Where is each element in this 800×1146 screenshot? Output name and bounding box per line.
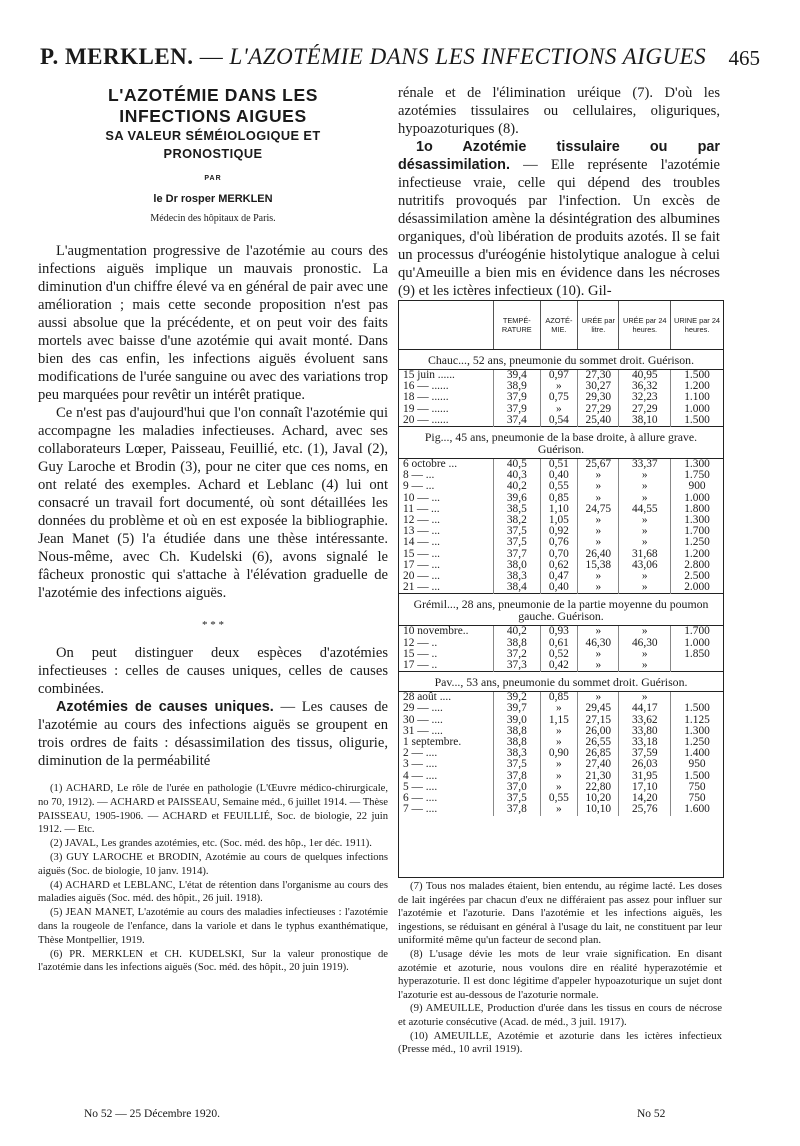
- column-header: URINE par 24 heures.: [671, 301, 723, 350]
- table-cell: 44,17: [619, 703, 671, 714]
- table-row: [399, 582, 723, 594]
- table-cell: 1.000: [671, 493, 723, 504]
- table-cell: »: [578, 470, 619, 481]
- patient-caption: Pig..., 45 ans, pneumonie de la base droite, à allure grave. Guérison.: [399, 427, 723, 459]
- table-cell: 0,42: [540, 660, 578, 672]
- table-cell: 26,40: [578, 549, 619, 560]
- table-cell: 15 — ..: [403, 647, 438, 660]
- header-dash: —: [199, 44, 224, 69]
- table-cell: 37,9: [494, 404, 541, 415]
- table-cell: 1.500: [671, 771, 723, 782]
- footnote: (7) Tous nos malades étaient, bien entendu, au régime lacté. Les doses de lait ingérées par chacun d'eux ne différaient pas assez pour influer sur l'azotémie et l'azoturie. Dans l'azotémie et les infections aiguës, les ingestions, se réduisant en général à l'usage du lait, ne constituent par leur uniformité même qu'un facteur de second plan.: [398, 880, 722, 947]
- table-cell: 11 — ...: [403, 502, 440, 515]
- table-cell: 20 — ......: [403, 413, 449, 426]
- table-cell: 25,67: [578, 459, 619, 471]
- table-cell: 37,4: [494, 415, 541, 427]
- section-text: — Elle représente l'azotémie infectieuse vraie, celle qui dépend des troubles nutritifs provoqués par l'infection. Un excès de désassimilation amène la désintégration des albumines organiques, d'où libération de produits azotés. Il se fait un processus d'uréogénie histolytique analogue à celui qu'Ameuille a bien mis en évidence dans les nécroses (9) et les ictères infectieux (10). Gil-: [398, 157, 720, 299]
- table-cell: 15 — ...: [403, 547, 441, 560]
- table-cell: 1.850: [671, 649, 723, 660]
- table-cell: 37,7: [494, 549, 541, 560]
- article-author: le Dr rosper MERKLEN: [153, 193, 273, 205]
- footnote: (3) GUY LAROCHE et BRODIN, Azotémie au cours de quelques infections aiguës (Soc. de biologie, 10 janv. 1914).: [38, 851, 388, 877]
- table-cell: 46,30: [578, 638, 619, 649]
- table-cell: 38,5: [494, 504, 541, 515]
- article-subtitle-line-2: PRONOSTIQUE: [163, 146, 263, 161]
- folio-right: No 52: [637, 1108, 666, 1120]
- table-cell: 1.000: [671, 638, 723, 649]
- table-body: [399, 350, 723, 816]
- table-row: [399, 759, 723, 770]
- table-cell: 39,4: [494, 370, 541, 382]
- table-cell: »: [540, 726, 578, 737]
- table-header-row: [399, 301, 723, 350]
- table-cell: 37,8: [494, 771, 541, 782]
- table-row: [399, 660, 723, 672]
- table-cell: 4 — ....: [403, 769, 438, 782]
- table-cell: 40,2: [494, 626, 541, 638]
- table-cell: 0,75: [540, 392, 578, 403]
- table-cell: 10,20: [578, 793, 619, 804]
- author-affiliation: Médecin des hôpitaux de Paris.: [150, 213, 276, 224]
- table-cell: 30 — ....: [403, 713, 443, 726]
- table-cell: 19 — ......: [403, 402, 449, 415]
- table-cell: 7 — ....: [403, 803, 438, 816]
- table-cell: 39,2: [494, 692, 541, 704]
- table-cell: 36,32: [619, 381, 671, 392]
- table-cell: 27,40: [578, 759, 619, 770]
- section-text: — Les causes de l'azotémie au cours des infections aiguës se groupent en trois ordres de faits : désassimilation des tissus, oligurie, diminution de la perméabilité: [38, 699, 388, 769]
- table-cell: 10 — ...: [403, 491, 441, 504]
- table-cell: »: [619, 660, 671, 672]
- table-cell: 38,8: [494, 638, 541, 649]
- table-cell: 1.300: [671, 726, 723, 737]
- data-table: [398, 300, 724, 878]
- table-cell: 1.400: [671, 748, 723, 759]
- table-cell: 3 — ....: [403, 758, 438, 771]
- table-cell: 1.250: [671, 737, 723, 748]
- table-cell: 0,55: [540, 793, 578, 804]
- table-cell: 38,8: [494, 737, 541, 748]
- table-cell: 21 — ...: [403, 581, 441, 594]
- table-cell: 950: [671, 759, 723, 770]
- table-cell: »: [578, 515, 619, 526]
- table-cell: »: [540, 737, 578, 748]
- table-cell: 1.300: [671, 515, 723, 526]
- table-cell: »: [540, 381, 578, 392]
- table-cell: 39,6: [494, 493, 541, 504]
- table-cell: 20 — ...: [403, 570, 441, 583]
- paragraph: rénale et de l'élimination uréique (7). D'où les azotémies tissulaires ou cellulaires, oliguriques, hypoazoturiques (8).: [398, 85, 720, 137]
- table-cell: 12 — ...: [403, 514, 441, 527]
- footnote: (6) PR. MERKLEN et CH. KUDELSKI, Sur la valeur pronostique de l'azotémie dans les infections aiguës (Soc. méd. des hôpit., 20 juin 1919).: [38, 948, 388, 974]
- table-cell: 1.500: [671, 370, 723, 382]
- page-number: 465: [728, 46, 760, 70]
- table-cell: 33,80: [619, 726, 671, 737]
- patient-caption: Pav..., 53 ans, pneumonie du sommet droit. Guérison.: [399, 672, 723, 692]
- table-cell: »: [540, 804, 578, 815]
- table-cell: »: [578, 493, 619, 504]
- table-cell: 17,10: [619, 782, 671, 793]
- table-cell: 1.500: [671, 415, 723, 427]
- table-cell: 0,85: [540, 493, 578, 504]
- table-cell: »: [619, 626, 671, 638]
- table-cell: 1.500: [671, 703, 723, 714]
- table-cell: 40,2: [494, 481, 541, 492]
- table-cell: 0,51: [540, 459, 578, 471]
- table-cell: 21,30: [578, 771, 619, 782]
- article-title-line-1: L'AZOTÉMIE DANS LES: [107, 85, 318, 105]
- table-cell: 38,3: [494, 748, 541, 759]
- table-cell: »: [578, 481, 619, 492]
- table-cell: 40,3: [494, 470, 541, 481]
- table-cell: 1.700: [671, 626, 723, 638]
- table-cell: 1,05: [540, 515, 578, 526]
- table-cell: 17 — ...: [403, 558, 441, 571]
- table-cell: »: [619, 649, 671, 660]
- table-cell: »: [619, 537, 671, 548]
- table-cell: »: [619, 481, 671, 492]
- table-cell: 5 — ....: [403, 780, 438, 793]
- footnote: (5) JEAN MANET, L'azotémie au cours des maladies infectieuses : l'azotémie dans la rougeole de l'enfance, dans la variole et dans le typhus exanthématique, Thèse Montpellier, 1919.: [38, 907, 388, 946]
- table-cell: 1.200: [671, 549, 723, 560]
- footnote: (10) AMEUILLE, Azotémie et azoturie dans les ictères infectieux (Presse méd., 10 avril 1919).: [398, 1029, 722, 1056]
- table-cell: 14 — ...: [403, 536, 441, 549]
- table-cell: 39,7: [494, 703, 541, 714]
- table-cell: 26,85: [578, 748, 619, 759]
- table-cell: 1,15: [540, 715, 578, 726]
- table-cell: 38,3: [494, 571, 541, 582]
- table-cell: 2 — ....: [403, 747, 438, 760]
- table-cell: 27,15: [578, 715, 619, 726]
- table-cell: 38,2: [494, 515, 541, 526]
- table-cell: 6 octobre ...: [403, 458, 458, 471]
- table-cell: 44,55: [619, 504, 671, 515]
- table-cell: 2.800: [671, 560, 723, 571]
- table-cell: 24,75: [578, 504, 619, 515]
- table-cell: 9 — ...: [403, 480, 435, 493]
- byline-par: PAR: [204, 175, 222, 182]
- table-cell: 14,20: [619, 793, 671, 804]
- column-header: [399, 301, 494, 350]
- table-cell: 37,0: [494, 782, 541, 793]
- table-row: [399, 481, 723, 492]
- column-header: AZOTÉ-MIE.: [540, 301, 578, 350]
- table-cell: 0,40: [540, 582, 578, 594]
- table-cell: 26,03: [619, 759, 671, 770]
- footnote: (1) ACHARD, Le rôle de l'urée en pathologie (L'Œuvre médico-chirurgicale, no 70, 1912). — ACHARD et PAISSEAU, Semaine méd., 6 juillet 1914. — Thèse PAISSEAU, 1905-1906. — ACHARD et FEUILLIÉ, Soc. de biologie, 22 juin 1912. — Etc.: [38, 783, 388, 836]
- table-cell: 0,97: [540, 370, 578, 382]
- article-title-line-2: INFECTIONS AIGUES: [119, 106, 307, 126]
- folio-left: No 52 — 25 Décembre 1920.: [84, 1108, 221, 1120]
- table-cell: 17 — ..: [403, 659, 438, 672]
- table-cell: 27,29: [578, 404, 619, 415]
- table-cell: 26,55: [578, 737, 619, 748]
- table-cell: 2.500: [671, 571, 723, 582]
- column-header: URÉE par 24 heures.: [619, 301, 671, 350]
- table-cell: »: [619, 470, 671, 481]
- table-row: [399, 537, 723, 548]
- table-cell: 0,70: [540, 549, 578, 560]
- table-cell: 0,76: [540, 537, 578, 548]
- table-group-caption-row: [399, 672, 723, 692]
- table-row: [399, 703, 723, 714]
- table-group-caption-row: [399, 350, 723, 370]
- table-cell: [671, 660, 723, 672]
- table-cell: 15,38: [578, 560, 619, 571]
- table-cell: »: [578, 660, 619, 672]
- table-cell: 2.000: [671, 582, 723, 594]
- table-cell: 0,61: [540, 638, 578, 649]
- table-cell: 37,8: [494, 804, 541, 815]
- table-cell: 31,95: [619, 771, 671, 782]
- table-cell: 28 août ....: [403, 691, 452, 704]
- table-cell: 10,10: [578, 804, 619, 815]
- footnotes-left: [38, 782, 388, 975]
- table-cell: 46,30: [619, 638, 671, 649]
- table-cell: 37,5: [494, 526, 541, 537]
- table-cell: 0,47: [540, 571, 578, 582]
- table-cell: 29 — ....: [403, 702, 443, 715]
- table-cell: 15 juin ......: [403, 369, 455, 381]
- footnote: (8) L'usage dévie les mots de leur vraie signification. En disant azotémie et azoturie, nous voulons dire en réalité hyperazotémie et hyperazoturie. Il est donc légitime d'appeler hypoazoturique un sujet dont l'azoturie est au-dessous de l'azoturie normale.: [398, 947, 722, 1001]
- paragraph: L'augmentation progressive de l'azotémie au cours des infections aiguës implique un mauvais pronostic. La diminution d'un chiffre élevé va en général de pair avec une amélioration ; mais cette seconde proposition n'est pas aussi absolue que la précédente, et on peut voir des faits mortels avec baisse d'une azotémie qui avait monté. Dans bien des cas enfin, les infections aiguës évoluent sans modifications de l'urée sanguine ou avec des variations trop peu marquées pour revêtir un intérêt pratique.: [38, 243, 388, 403]
- table-cell: 0,85: [540, 692, 578, 704]
- footnote: (9) AMEUILLE, Production d'urée dans les tissus en cours de nécrose et azoturie consécutive (Acad. de méd., 3 juil. 1917).: [398, 1002, 722, 1028]
- table-cell: 31,68: [619, 549, 671, 560]
- table-cell: »: [578, 537, 619, 548]
- table-cell: 18 — ......: [403, 391, 449, 404]
- table-cell: 0,52: [540, 649, 578, 660]
- table-cell: »: [540, 759, 578, 770]
- table-cell: 900: [671, 481, 723, 492]
- table-cell: 37,5: [494, 537, 541, 548]
- footnote: (2) JAVAL, Les grandes azotémies, etc. (Soc. méd. des hôp., 1er déc. 1911).: [50, 838, 372, 850]
- table-cell: »: [619, 526, 671, 537]
- table-cell: 25,40: [578, 415, 619, 427]
- table-cell: »: [578, 582, 619, 594]
- table-cell: »: [578, 526, 619, 537]
- article-subtitle-line-1: SA VALEUR SÉMÉIOLOGIQUE ET: [105, 128, 321, 143]
- table-cell: 1.800: [671, 504, 723, 515]
- table-row: [399, 804, 723, 815]
- table-cell: 29,45: [578, 703, 619, 714]
- table-cell: 38,0: [494, 560, 541, 571]
- table-cell: »: [540, 703, 578, 714]
- table-cell: 0,40: [540, 470, 578, 481]
- table-cell: 43,06: [619, 560, 671, 571]
- table-row: [399, 415, 723, 427]
- column-header: TEMPÉ-RATURE: [494, 301, 541, 350]
- header-author: P. MERKLEN.: [40, 44, 194, 69]
- table-cell: 32,23: [619, 392, 671, 403]
- table-cell: 1.750: [671, 470, 723, 481]
- table-cell: 1.200: [671, 381, 723, 392]
- header-title: [40, 44, 706, 70]
- table-cell: 27,30: [578, 370, 619, 382]
- left-column: [38, 84, 388, 975]
- footnote: (4) ACHARD et LEBLANC, L'état de rétention dans l'organisme au cours des maladies aiguës (Soc. méd. des hôpit., 26 juil. 1918).: [38, 879, 388, 905]
- table-cell: 38,10: [619, 415, 671, 427]
- table-cell: »: [578, 626, 619, 638]
- table-cell: »: [540, 771, 578, 782]
- column-header: URÉE par litre.: [578, 301, 619, 350]
- table-group-caption-row: [399, 427, 723, 459]
- table-cell: 16 — ......: [403, 380, 449, 393]
- table-cell: 8 — ...: [403, 469, 435, 482]
- table-cell: 37,5: [494, 793, 541, 804]
- table-cell: 750: [671, 782, 723, 793]
- table-cell: »: [578, 571, 619, 582]
- table-cell: 33,18: [619, 737, 671, 748]
- section-paragraph: [398, 138, 720, 300]
- header-running-title: L'AZOTÉMIE DANS LES INFECTIONS AIGUES: [229, 44, 707, 69]
- table-cell: 30,27: [578, 381, 619, 392]
- table-cell: »: [578, 649, 619, 660]
- table-cell: 37,59: [619, 748, 671, 759]
- table-cell: 0,93: [540, 626, 578, 638]
- table-cell: »: [540, 782, 578, 793]
- table-cell: 37,5: [494, 759, 541, 770]
- table-row: [399, 626, 723, 638]
- table-cell: 0,55: [540, 481, 578, 492]
- table-cell: 1.125: [671, 715, 723, 726]
- section-heading: 1o Azotémie tissulaire ou par désassimilation.: [398, 139, 720, 173]
- table-cell: 10 novembre..: [403, 625, 469, 638]
- table-cell: 39,0: [494, 715, 541, 726]
- running-header: [40, 44, 760, 78]
- table-cell: »: [619, 571, 671, 582]
- table-cell: 29,30: [578, 392, 619, 403]
- section-paragraph: [38, 698, 388, 770]
- table-cell: 1,10: [540, 504, 578, 515]
- section-heading: Azotémies de causes uniques.: [56, 699, 274, 715]
- table-cell: 40,5: [494, 459, 541, 471]
- table-cell: 38,9: [494, 381, 541, 392]
- table-cell: 750: [671, 793, 723, 804]
- table-cell: 0,54: [540, 415, 578, 427]
- table-cell: 12 — ..: [403, 636, 438, 649]
- table-cell: 0,90: [540, 748, 578, 759]
- right-column: [398, 84, 720, 300]
- table-group-caption-row: [399, 594, 723, 626]
- footnotes-right: [398, 880, 722, 1057]
- table-cell: 37,3: [494, 660, 541, 672]
- table-row: [399, 392, 723, 403]
- table-cell: 31 — ....: [403, 724, 443, 737]
- table-cell: »: [619, 515, 671, 526]
- table-cell: »: [540, 404, 578, 415]
- table-cell: »: [578, 692, 619, 704]
- table-cell: 22,80: [578, 782, 619, 793]
- table-cell: 1.000: [671, 404, 723, 415]
- table-cell: 27,29: [619, 404, 671, 415]
- table-cell: 13 — ...: [403, 525, 441, 538]
- table-cell: »: [619, 493, 671, 504]
- table-cell: 1.700: [671, 526, 723, 537]
- table-cell: 1 septembre.: [403, 736, 462, 749]
- table-cell: 1.100: [671, 392, 723, 403]
- table-cell: 25,76: [619, 804, 671, 815]
- table-cell: 38,8: [494, 726, 541, 737]
- table-cell: 37,9: [494, 392, 541, 403]
- section-divider-stars: * * *: [202, 619, 224, 631]
- table-cell: 0,92: [540, 526, 578, 537]
- table-cell: 6 — ....: [403, 792, 438, 805]
- table-cell: 37,2: [494, 649, 541, 660]
- table-cell: 26,00: [578, 726, 619, 737]
- table-cell: »: [619, 692, 671, 704]
- table-cell: 1.300: [671, 459, 723, 471]
- paragraph: On peut distinguer deux espèces d'azotémies infectieuses : celles de causes uniques, celles de causes combinées.: [38, 645, 388, 697]
- table-cell: 33,62: [619, 715, 671, 726]
- table-cell: 33,37: [619, 459, 671, 471]
- patient-caption: Chauc..., 52 ans, pneumonie du sommet droit. Guérison.: [399, 350, 723, 370]
- table-cell: 1.250: [671, 537, 723, 548]
- patient-caption: Grémil..., 28 ans, pneumonie de la partie moyenne du poumon gauche. Guérison.: [399, 594, 723, 626]
- table-cell: 1.600: [671, 804, 723, 815]
- paragraph: Ce n'est pas d'aujourd'hui que l'on connaît l'azotémie qui accompagne les maladies infectieuses. Achard, avec ses collaborateurs Lœper, Paisseau, Feuillié, etc. (1), Javal (2), Guy Laroche et Brodin (3), pour ne citer que ces noms, en ont relaté des exemples. Achard et Leblanc (4) lui ont consacré un travail fort documenté, où sont détaillées les données du problème et où en est exposée la bibliographie. Jean Manet (5) l'a étudiée dans une thèse intéressante. Nous-même, avec Ch. Kudelski (6), avons signalé le fâcheux pronostic qui s'attache à l'élévation graduelle de l'azotémie des infections aiguës.: [38, 405, 388, 601]
- table-cell: »: [619, 582, 671, 594]
- table-cell: 38,4: [494, 582, 541, 594]
- table-cell: 40,95: [619, 370, 671, 382]
- table-cell: 0,62: [540, 560, 578, 571]
